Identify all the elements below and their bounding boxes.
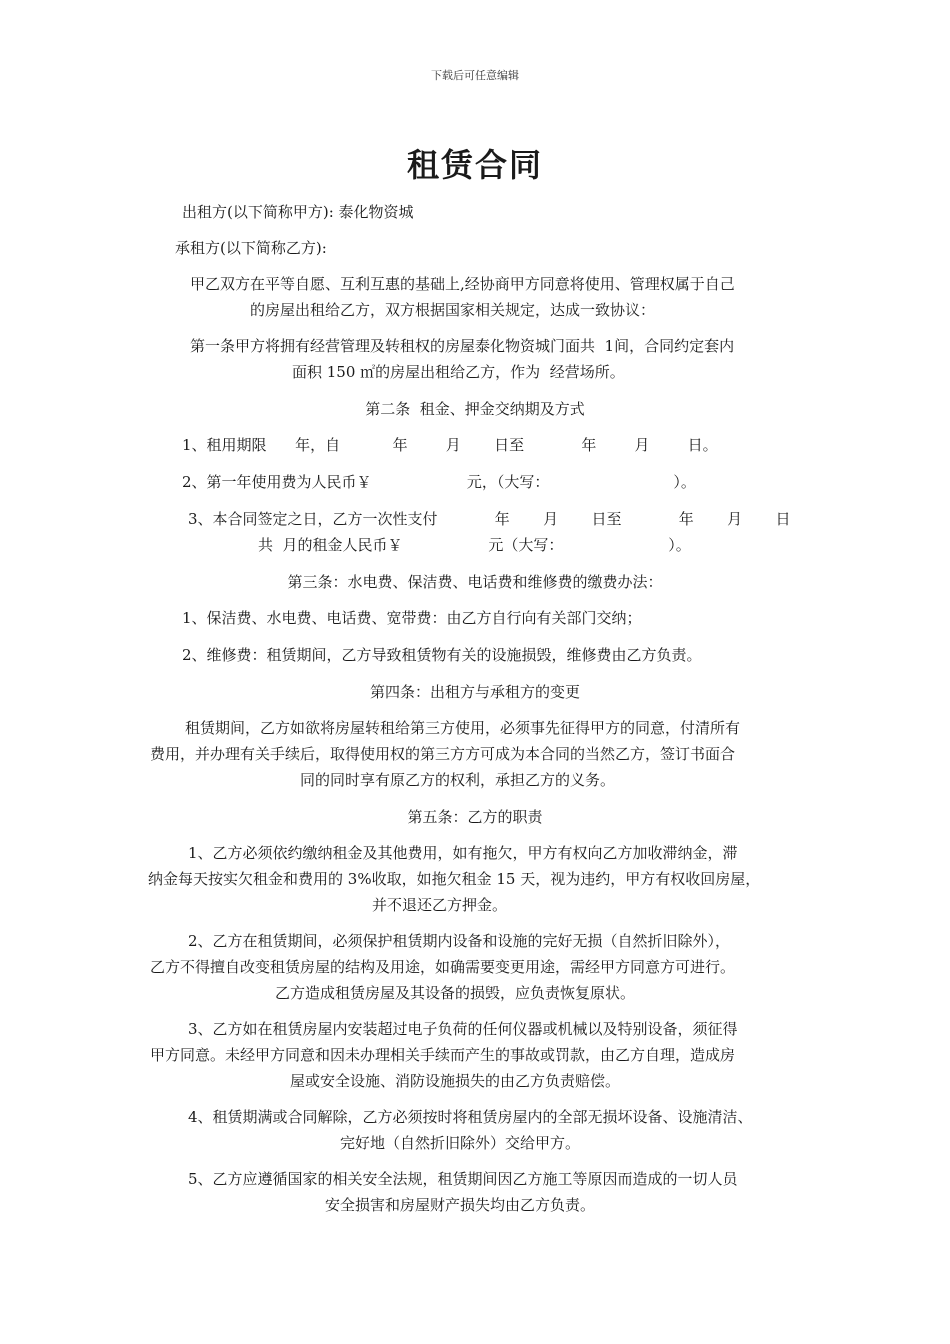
article4-line-1: 租赁期间，乙方如欲将房屋转租给第三方使用，必须事先征得甲方的同意，付清所有	[185, 719, 741, 737]
article5-heading: 第五条：乙方的职责	[407, 808, 543, 826]
article5-item-4-line-1: 4、租赁期满或合同解除，乙方必须按时将租赁房屋内的全部无损坏设备、设施清洁、	[188, 1108, 753, 1126]
header-note: 下载后可任意编辑	[431, 69, 519, 82]
article5-item-3-line-1: 3、乙方如在租赁房屋内安装超过电子负荷的任何仪器或机械以及特别设备，须征得	[188, 1020, 738, 1038]
article4-line-3: 同的同时享有原乙方的权利，承担乙方的义务。	[300, 771, 616, 789]
article2-item-2: 2、第一年使用费为人民币￥ 元，（大写： ）。	[182, 473, 696, 491]
article2-heading: 第二条 租金、押金交纳期及方式	[365, 400, 585, 418]
article3-heading: 第三条：水电费、保洁费、电话费和维修费的缴费办法：	[287, 573, 663, 591]
document-title: 租赁合同	[406, 146, 543, 184]
article4-heading: 第四条：出租方与承租方的变更	[369, 683, 580, 701]
article5-item-2-line-2: 乙方不得擅自改变租赁房屋的结构及用途，如确需要变更用途，需经甲方同意方可进行。	[150, 958, 736, 976]
lessor-line: 出租方(以下简称甲方): 泰化物资城	[182, 203, 414, 221]
article2-item-1: 1、租用期限 年，自 年 月 日至 年 月 日。	[182, 436, 718, 454]
article1-line-2: 面积 150 ㎡的房屋出租给乙方，作为 经营场所。	[292, 363, 625, 381]
lessee-line: 承租方(以下简称乙方):	[175, 239, 327, 257]
article2-item-3-line-2: 共 月的租金人民币￥ 元（大写： ）。	[258, 536, 691, 554]
article5-item-5-line-1: 5、乙方应遵循国家的相关安全法规，租赁期间因乙方施工等原因而造成的一切人员	[188, 1170, 738, 1188]
article3-item-2: 2、维修费：租赁期间，乙方导致租赁物有关的设施损毁，维修费由乙方负责。	[182, 646, 702, 664]
article1-line-1: 第一条甲方将拥有经营管理及转租权的房屋泰化物资城门面共 1间，合同约定套内	[190, 337, 735, 355]
article5-item-2-line-3: 乙方造成租赁房屋及其设备的损毁，应负责恢复原状。	[275, 984, 636, 1002]
intro-line-2: 的房屋出租给乙方，双方根据国家相关规定，达成一致协议：	[250, 301, 656, 319]
intro-line-1: 甲乙双方在平等自愿、互利互惠的基础上,经协商甲方同意将使用、管理权属于自己	[190, 275, 735, 293]
article5-item-4-line-2: 完好地（自然折旧除外）交给甲方。	[340, 1134, 581, 1152]
article5-item-3-line-2: 甲方同意。未经甲方同意和因未办理相关手续而产生的事故或罚款，由乙方自理，造成房	[150, 1046, 736, 1064]
article5-item-1-line-2: 纳金每天按实欠租金和费用的 3%收取，如拖欠租金 15 天，视为违约，甲方有权收回房屋，	[148, 870, 761, 888]
article3-item-1: 1、保洁费、水电费、电话费、宽带费：由乙方自行向有关部门交纳；	[182, 609, 642, 627]
article5-item-1-line-3: 并不退还乙方押金。	[372, 896, 508, 914]
article5-item-1-line-1: 1、乙方必须依约缴纳租金及其他费用，如有拖欠，甲方有权向乙方加收滞纳金，滞	[188, 844, 738, 862]
article5-item-5-line-2: 安全损害和房屋财产损失均由乙方负责。	[325, 1196, 596, 1214]
article5-item-3-line-3: 屋或安全设施、消防设施损失的由乙方负责赔偿。	[290, 1072, 621, 1090]
article2-item-3-line-1: 3、本合同签定之日，乙方一次性支付 年 月 日至 年 月 日	[188, 510, 791, 528]
article5-item-2-line-1: 2、乙方在租赁期间，必须保护租赁期内设备和设施的完好无损（自然折旧除外），	[188, 932, 731, 950]
article4-line-2: 费用，并办理有关手续后，取得使用权的第三方方可成为本合同的当然乙方，签订书面合	[150, 745, 736, 763]
